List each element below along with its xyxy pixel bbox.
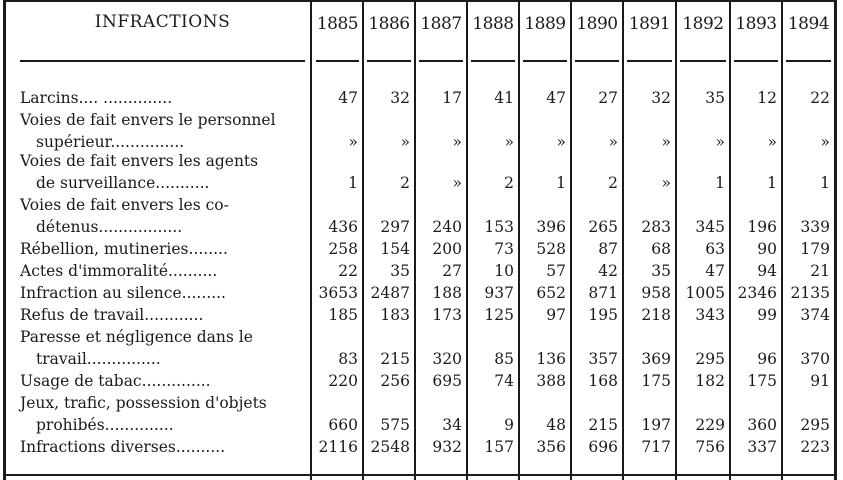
row-label: Usage de tabac.............. xyxy=(20,372,211,390)
table-cell: 695 xyxy=(432,372,462,390)
table-cell: 48 xyxy=(546,416,566,434)
table-cell: 183 xyxy=(380,306,410,324)
table-cell: 154 xyxy=(380,240,410,258)
table-cell: 2116 xyxy=(318,438,358,456)
table-cell: 295 xyxy=(800,416,830,434)
year-header: 1894 xyxy=(787,14,830,34)
table-cell: 32 xyxy=(651,89,671,107)
row-label: Larcins.... .............. xyxy=(20,89,173,107)
table-cell: 2135 xyxy=(790,284,830,302)
header-underline xyxy=(523,60,567,62)
row-label: Rébellion, mutineries........ xyxy=(20,240,228,258)
table-cell: 374 xyxy=(800,306,830,324)
table-cell: 157 xyxy=(484,438,514,456)
table-cell: » xyxy=(452,174,462,192)
table-cell: 35 xyxy=(390,262,410,280)
table-cell: 91 xyxy=(810,372,830,390)
table-cell: 958 xyxy=(641,284,671,302)
table-cell: 229 xyxy=(695,416,725,434)
header-underline xyxy=(734,60,778,62)
year-header: 1891 xyxy=(628,14,671,34)
row-label: Jeux, trafic, possession d'objets xyxy=(20,394,267,412)
row-label: Voies de fait envers les co- xyxy=(20,196,229,214)
table-cell: 388 xyxy=(536,372,566,390)
header-underline xyxy=(367,60,411,62)
table-cell: 360 xyxy=(747,416,777,434)
row-label: travail............... xyxy=(36,350,161,368)
header-underline xyxy=(316,60,359,62)
table-cell: 2487 xyxy=(370,284,410,302)
table-cell: 195 xyxy=(588,306,618,324)
table-cell: 136 xyxy=(536,350,566,368)
header-underline xyxy=(680,60,726,62)
table-cell: 57 xyxy=(546,262,566,280)
table-cell: » xyxy=(608,133,618,151)
header-underline xyxy=(786,60,831,62)
table-cell: 32 xyxy=(390,89,410,107)
table-cell: » xyxy=(556,133,566,151)
table-cell: 1 xyxy=(348,174,358,192)
table-cell: 756 xyxy=(695,438,725,456)
column-header-infractions: INFRACTIONS xyxy=(94,12,231,32)
year-header: 1893 xyxy=(735,14,777,34)
table-cell: 871 xyxy=(588,284,618,302)
table-cell: 10 xyxy=(494,262,514,280)
table-cell: 343 xyxy=(695,306,725,324)
table-cell: 436 xyxy=(328,218,358,236)
table-cell: 2346 xyxy=(737,284,777,302)
table-cell: 295 xyxy=(695,350,725,368)
table-cell: » xyxy=(400,133,410,151)
table-cell: 22 xyxy=(338,262,358,280)
table-cell: 99 xyxy=(757,306,777,324)
row-label: Paresse et négligence dans le xyxy=(20,328,253,346)
table-cell: 215 xyxy=(588,416,618,434)
table-cell: 47 xyxy=(546,89,566,107)
table-cell: 94 xyxy=(757,262,777,280)
row-label: Infractions diverses.......... xyxy=(20,438,226,456)
table-cell: 2 xyxy=(504,174,514,192)
table-cell: 74 xyxy=(494,372,514,390)
table-cell: 200 xyxy=(432,240,462,258)
year-header: 1892 xyxy=(682,14,724,34)
table-cell: 35 xyxy=(651,262,671,280)
row-label: supérieur............... xyxy=(36,133,185,151)
year-header: 1885 xyxy=(316,14,359,34)
table-cell: 258 xyxy=(328,240,358,258)
table-cell: 90 xyxy=(757,240,777,258)
table-cell: » xyxy=(452,133,462,151)
table-cell: 47 xyxy=(705,262,725,280)
table-cell: 188 xyxy=(432,284,462,302)
table-cell: 22 xyxy=(810,89,830,107)
table-cell: 83 xyxy=(338,350,358,368)
table-cell: 696 xyxy=(588,438,618,456)
table-cell: 63 xyxy=(705,240,725,258)
row-label: de surveillance........... xyxy=(36,174,210,192)
header-underline xyxy=(471,60,515,62)
table-cell: 297 xyxy=(380,218,410,236)
table-cell: 717 xyxy=(641,438,671,456)
table-cell: 41 xyxy=(494,89,514,107)
table-cell: 937 xyxy=(484,284,514,302)
table-cell: 179 xyxy=(800,240,830,258)
row-label: Infraction au silence......... xyxy=(20,284,226,302)
table-cell: 256 xyxy=(380,372,410,390)
table-cell: 168 xyxy=(588,372,618,390)
table-cell: 1 xyxy=(820,174,830,192)
table-cell: » xyxy=(820,133,830,151)
column-separator xyxy=(310,0,312,480)
table-cell: 240 xyxy=(432,218,462,236)
table-cell: 356 xyxy=(536,438,566,456)
year-header: 1890 xyxy=(576,14,618,34)
table-cell: 35 xyxy=(705,89,725,107)
table-cell: 265 xyxy=(588,218,618,236)
table-cell: 1 xyxy=(767,174,777,192)
table-cell: 27 xyxy=(442,262,462,280)
table-cell: 2 xyxy=(608,174,618,192)
table-cell: 345 xyxy=(695,218,725,236)
table-cell: 283 xyxy=(641,218,671,236)
header-underline xyxy=(20,60,305,62)
table-cell: » xyxy=(348,133,358,151)
bottom-rule xyxy=(6,474,834,476)
table-cell: 320 xyxy=(432,350,462,368)
table-cell: 215 xyxy=(380,350,410,368)
table-cell: 369 xyxy=(641,350,671,368)
row-label: Voies de fait envers le personnel xyxy=(20,111,276,129)
table-cell: 42 xyxy=(598,262,618,280)
table-cell: 652 xyxy=(536,284,566,302)
table-cell: 220 xyxy=(328,372,358,390)
header-underline xyxy=(627,60,672,62)
row-label: Refus de travail............ xyxy=(20,306,204,324)
year-header: 1889 xyxy=(524,14,566,34)
row-label: détenus................. xyxy=(36,218,183,236)
table-cell: 196 xyxy=(747,218,777,236)
table-cell: 96 xyxy=(757,350,777,368)
table-cell: 97 xyxy=(546,306,566,324)
table-cell: 396 xyxy=(536,218,566,236)
table-cell: 1 xyxy=(556,174,566,192)
table-cell: 1 xyxy=(715,174,725,192)
table-cell: 34 xyxy=(442,416,462,434)
table-cell: 223 xyxy=(800,438,830,456)
row-label: Actes d'immoralité.......... xyxy=(20,262,218,280)
top-rule xyxy=(6,0,834,2)
table-cell: 9 xyxy=(504,416,514,434)
table-cell: 3653 xyxy=(318,284,358,302)
table-cell: 182 xyxy=(695,372,725,390)
table-cell: 660 xyxy=(328,416,358,434)
table-cell: 2 xyxy=(400,174,410,192)
table-cell: 175 xyxy=(747,372,777,390)
row-label: prohibés.............. xyxy=(36,416,174,434)
table-cell: 47 xyxy=(338,89,358,107)
table-cell: 12 xyxy=(757,89,777,107)
table-cell: 357 xyxy=(588,350,618,368)
table-cell: » xyxy=(504,133,514,151)
table-cell: 197 xyxy=(641,416,671,434)
year-header: 1887 xyxy=(420,14,462,34)
table-cell: » xyxy=(661,133,671,151)
table-cell: 1005 xyxy=(685,284,725,302)
table-cell: 17 xyxy=(442,89,462,107)
table-cell: 125 xyxy=(484,306,514,324)
table-cell: 528 xyxy=(536,240,566,258)
table-cell: 21 xyxy=(810,262,830,280)
table-cell: » xyxy=(767,133,777,151)
table-cell: 337 xyxy=(747,438,777,456)
table-cell: 218 xyxy=(641,306,671,324)
table-cell: 175 xyxy=(641,372,671,390)
header-underline xyxy=(419,60,463,62)
table-cell: 27 xyxy=(598,89,618,107)
table-cell: 185 xyxy=(328,306,358,324)
table-cell: 153 xyxy=(484,218,514,236)
table-cell: » xyxy=(715,133,725,151)
header-underline xyxy=(575,60,619,62)
table-cell: 370 xyxy=(800,350,830,368)
table-left-border xyxy=(3,0,6,480)
table-cell: 87 xyxy=(598,240,618,258)
table-cell: 2548 xyxy=(370,438,410,456)
table-cell: » xyxy=(661,174,671,192)
year-header: 1888 xyxy=(472,14,514,34)
table-cell: 73 xyxy=(494,240,514,258)
table-cell: 339 xyxy=(800,218,830,236)
row-label: Voies de fait envers les agents xyxy=(20,152,259,170)
table-cell: 575 xyxy=(380,416,410,434)
table-right-border xyxy=(834,0,837,480)
table-cell: 173 xyxy=(432,306,462,324)
year-header: 1886 xyxy=(368,14,410,34)
table-cell: 85 xyxy=(494,350,514,368)
table-cell: 932 xyxy=(432,438,462,456)
table-cell: 68 xyxy=(651,240,671,258)
